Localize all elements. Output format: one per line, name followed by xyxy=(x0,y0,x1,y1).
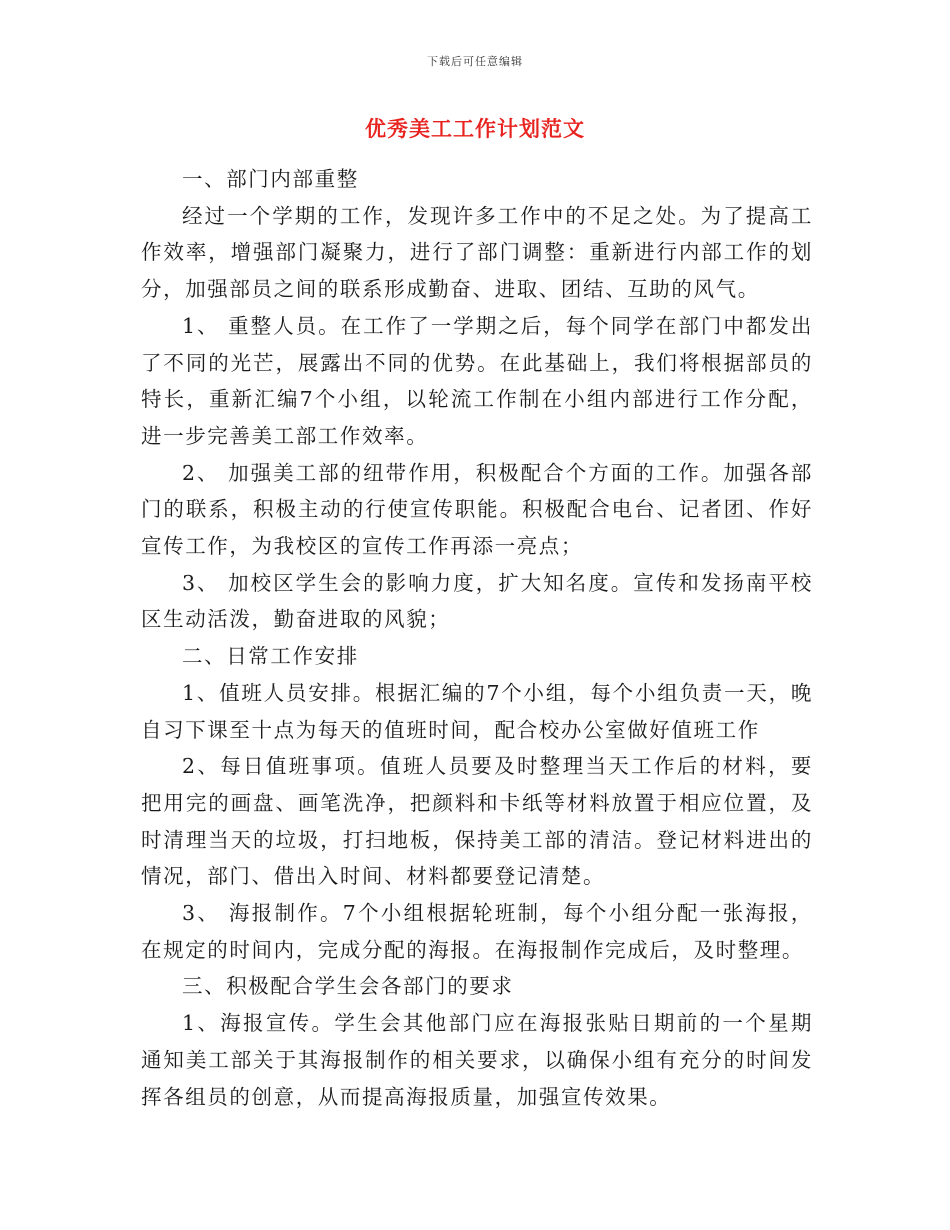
section-heading: 二、日常工作安排 xyxy=(182,644,359,669)
body-paragraph: 3、 海报制作。7个小组根据轮班制，每个小组分配一张海报，在规定的时间内，完成分配的海报。在海报制作完成后，及时整理。 xyxy=(141,901,813,962)
body-paragraph: 1、值班人员安排。根据汇编的7个小组，每个小组负责一天，晚自习下课至十点为每天的值班时间，配合校办公室做好值班工作 xyxy=(141,680,813,742)
section-heading: 一、部门内部重整 xyxy=(182,167,359,191)
body-paragraph: 2、每日值班事项。值班人员要及时整理当天工作后的材料，要把用完的画盘、画笔洗净，把颜料和卡纸等材料放置于相应位置，及时清理当天的垃圾，打扫地板，保持美工部的清洁。登记材料进出的情况，部门、借出入时间、材料都要登记清楚。 xyxy=(141,754,813,889)
body-paragraph: 2、 加强美工部的纽带作用，积极配合个方面的工作。加强各部门的联系，积极主动的行使宣传职能。积极配合电台、记者团、作好宣传工作，为我校区的宣传工作再添一亮点； xyxy=(141,460,813,559)
body-paragraph: 1、 重整人员。在工作了一学期之后，每个同学在部门中都发出了不同的光芒，展露出不同的优势。在此基础上，我们将根据部员的特长，重新汇编7个小组，以轮流工作制在小组内部进行工作分配，进一步完善美工部工作效率。 xyxy=(141,313,813,448)
document-body xyxy=(141,161,813,1115)
document-title: 优秀美工工作计划范文 xyxy=(365,116,585,141)
body-paragraph: 经过一个学期的工作，发现许多工作中的不足之处。为了提高工作效率，增强部门凝聚力，进行了部门调整：重新进行内部工作的划分，加强部员之间的联系形成勤奋、进取、团结、互助的风气。 xyxy=(141,203,813,302)
body-paragraph: 3、 加校区学生会的影响力度，扩大知名度。宣传和发扬南平校区生动活泼，勤奋进取的风貌； xyxy=(141,570,813,632)
header-note: 下载后可任意编辑 xyxy=(427,55,523,68)
body-paragraph: 1、海报宣传。学生会其他部门应在海报张贴日期前的一个星期通知美工部关于其海报制作的相关要求，以确保小组有充分的时间发挥各组员的创意，从而提高海报质量，加强宣传效果。 xyxy=(141,1011,813,1109)
section-heading: 三、积极配合学生会各部门的要求 xyxy=(182,974,514,999)
